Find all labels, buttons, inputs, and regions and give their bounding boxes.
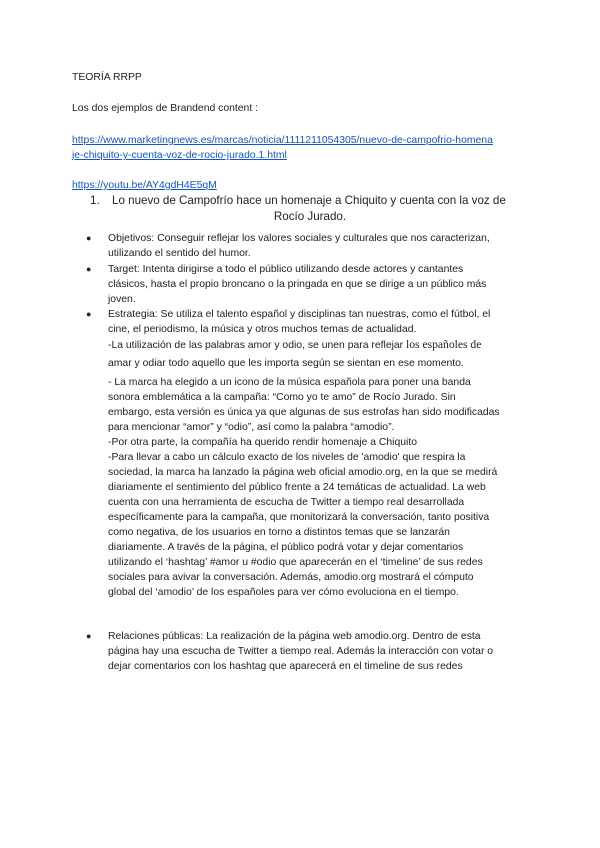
- estrategia-line: para mencionar “amor” y “odio”, así como la palabra “amodio”.: [108, 422, 395, 433]
- estrategia-line: cine, el periodismo, la música y otros muchos temas de actualidad.: [108, 324, 417, 335]
- relaciones-line: página hay una escucha de Twitter a tiempo real. Además la interacción con votar o: [108, 646, 494, 657]
- marketingnews-link-line2[interactable]: je-chiquito-y-cuenta-voz-de-rocio-jurado.1.html: [72, 150, 287, 161]
- target-line: clásicos, hasta el propio broncano o la pringada en que se dirige a un público más: [108, 279, 487, 290]
- estrategia-line: embargo, esta versión es única ya que algunas de sus estrofas han sido modificadas: [108, 407, 500, 418]
- intro-text: Los dos ejemplos de Brandend content :: [72, 103, 259, 114]
- estrategia-line: global del ‘amodio’ de los españoles para ver cómo evoluciona en el tiempo.: [108, 587, 459, 598]
- estrategia-line: -Por otra parte, la compañía ha querido rendir homenaje a Chiquito: [108, 437, 418, 448]
- estrategia-line-b: los españoles de: [406, 338, 482, 351]
- bullet-dot: ●: [86, 631, 92, 641]
- estrategia-line: específicamente para la campaña, que monitorizará la conversación, tanto positiva: [108, 512, 490, 523]
- marketingnews-link-line1[interactable]: https://www.marketingnews.es/marcas/noticia/1111211054305/nuevo-de-campofrio-homena: [72, 135, 493, 146]
- estrategia-line: Estrategia: Se utiliza el talento español y disciplinas tan nuestras, como el fútbol, el: [108, 309, 491, 320]
- heading-number: 1.: [90, 194, 100, 207]
- bullet-dot: ●: [86, 233, 92, 243]
- estrategia-line: - La marca ha elegido a un icono de la música española para poner una banda: [108, 377, 471, 388]
- bullet-dot: ●: [86, 309, 92, 319]
- objetivos-line: utilizando el sentido del humor.: [108, 248, 251, 259]
- estrategia-line: sociales para avivar la conversación. Además, amodio.org mostrará el cómputo: [108, 572, 474, 583]
- estrategia-line: -Para llevar a cabo un cálculo exacto de los niveles de 'amodio' que respira la: [108, 452, 466, 463]
- target-line: Target: Intenta dirigirse a todo el público utilizando desde actores y cantantes: [108, 264, 464, 275]
- heading-line2: Rocío Jurado.: [273, 210, 347, 223]
- target-line: joven.: [108, 294, 136, 305]
- heading-line1: Lo nuevo de Campofrío hace un homenaje a Chiquito y cuenta con la voz de: [112, 194, 506, 207]
- estrategia-line: sociedad, la marca ha lanzado la página web oficial amodio.org, en la que se medirá: [108, 467, 498, 478]
- estrategia-line: cuenta con una herramienta de escucha de Twitter a tiempo real desarrollada: [108, 497, 465, 508]
- bullet-dot: ●: [86, 264, 92, 274]
- estrategia-line: diariamente el sentimiento del público frente a 24 temáticas de actualidad. La web: [108, 482, 486, 493]
- estrategia-line: amar y odiar todo aquello que les importa según se sientan en ese momento.: [108, 358, 464, 369]
- estrategia-line: diariamente. A través de la página, el público podrá votar y dejar comentarios: [108, 542, 464, 553]
- relaciones-line: Relaciones públicas: La realización de la página web amodio.org. Dentro de esta: [108, 631, 481, 642]
- doc-title: TEORÍA RRPP: [72, 72, 142, 83]
- youtube-link[interactable]: https://youtu.be/AY4gdH4E5qM: [72, 180, 217, 191]
- estrategia-line: [108, 337, 481, 353]
- estrategia-line: utilizando el ‘hashtag’ #amor u #odio que aparecerán en el ‘timeline’ de sus redes: [108, 557, 483, 568]
- relaciones-line: dejar comentarios con los hashtag que aparecerá en el timeline de sus redes: [108, 661, 463, 672]
- objetivos-line: Objetivos: Conseguir reflejar los valores sociales y culturales que nos caracterizan,: [108, 233, 490, 244]
- estrategia-line: como negativa, de los usuarios en torno a distintos temas que se lanzarán: [108, 527, 450, 538]
- estrategia-line: sonora emblemática a la campaña: “Como yo te amo” de Rocío Jurado. Sin: [108, 392, 456, 403]
- estrategia-line-a: -La utilización de las palabras amor y odio, se unen para reflejar: [108, 340, 407, 351]
